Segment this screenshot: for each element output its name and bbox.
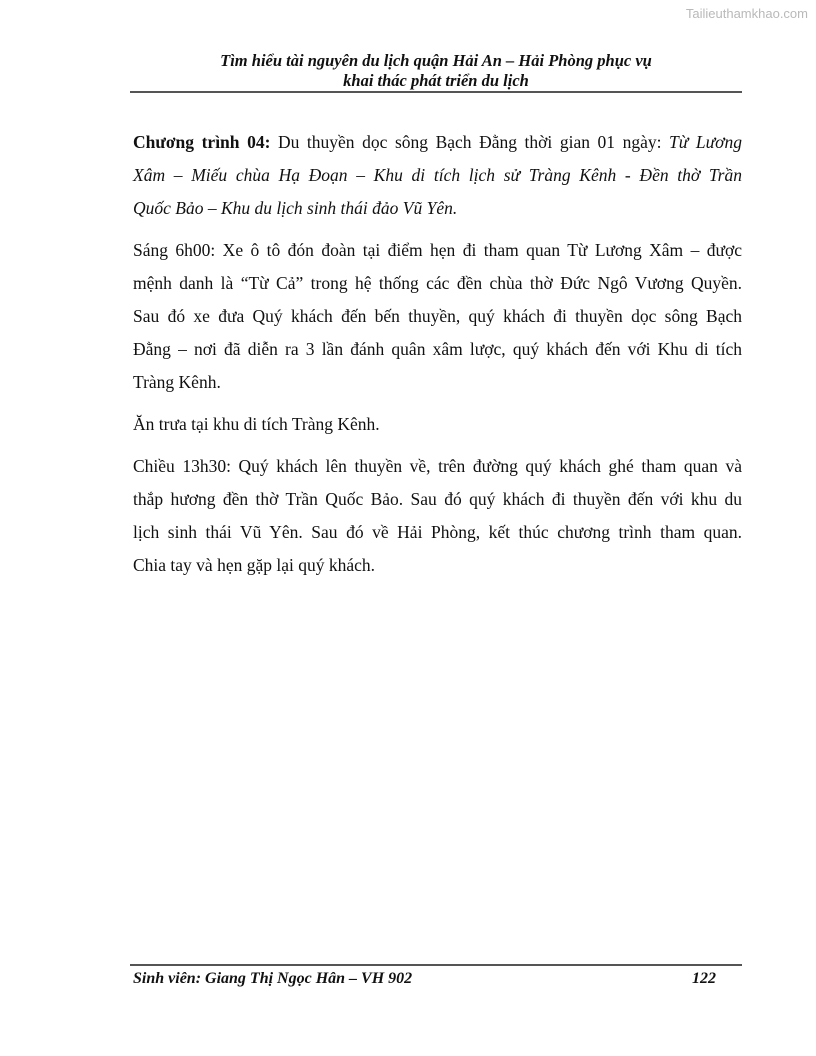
intro-text: Du thuyền dọc sông Bạch Đằng thời gian 01 ngày:: [270, 132, 670, 152]
para-line: Tràng Kênh.: [133, 372, 221, 392]
para-line: Chia tay và hẹn gặp lại quý khách.: [133, 555, 376, 575]
para-line: Chiều 13h30: Quý khách lên thuyền về, trên đường quý khách ghé tham quan và: [133, 456, 742, 476]
para-line: mệnh danh là “Từ Cả” trong hệ thống các đền chùa thờ Đức Ngô Vương Quyền.: [133, 273, 742, 293]
para-line: Ăn trưa tại khu di tích Tràng Kênh.: [133, 414, 380, 434]
intro-line-2: Xâm – Miếu chùa Hạ Đoạn – Khu di tích lịch sử Tràng Kênh - Đền thờ Trần: [133, 165, 742, 185]
para-line: thắp hương đền thờ Trần Quốc Bảo. Sau đó quý khách đi thuyền đến với khu du: [133, 489, 742, 509]
intro-line-3: Quốc Bảo – Khu du lịch sinh thái đảo Vũ Yên.: [133, 198, 458, 218]
header-line-1: Tìm hiểu tài nguyên du lịch quận Hải An – Hải Phòng phục vụ: [220, 51, 652, 70]
header-rule: [130, 91, 742, 93]
para-line: Đằng – nơi đã diễn ra 3 lần đánh quân xâm lược, quý khách đến với Khu di tích: [133, 339, 742, 359]
program-label: Chương trình 04:: [133, 132, 271, 152]
footer-rule: [130, 964, 742, 966]
para-line: lịch sinh thái Vũ Yên. Sau đó về Hải Phòng, kết thúc chương trình tham quan.: [133, 522, 742, 542]
footer-student: Sinh viên: Giang Thị Ngọc Hân – VH 902: [133, 970, 413, 987]
para-line: Sáng 6h00: Xe ô tô đón đoàn tại điểm hẹn đi tham quan Từ Lương Xâm – được: [133, 240, 742, 260]
page-number: 122: [692, 970, 716, 987]
running-header: [130, 51, 742, 91]
para-line: Sau đó xe đưa Quý khách đến bến thuyền, quý khách đi thuyền dọc sông Bạch: [133, 306, 742, 326]
intro-line-1: [133, 126, 742, 159]
intro-italic: Từ Lương: [669, 132, 742, 152]
header-line-2: khai thác phát triển du lịch: [343, 71, 529, 90]
watermark: Tailieuthamkhao.com: [685, 6, 808, 21]
